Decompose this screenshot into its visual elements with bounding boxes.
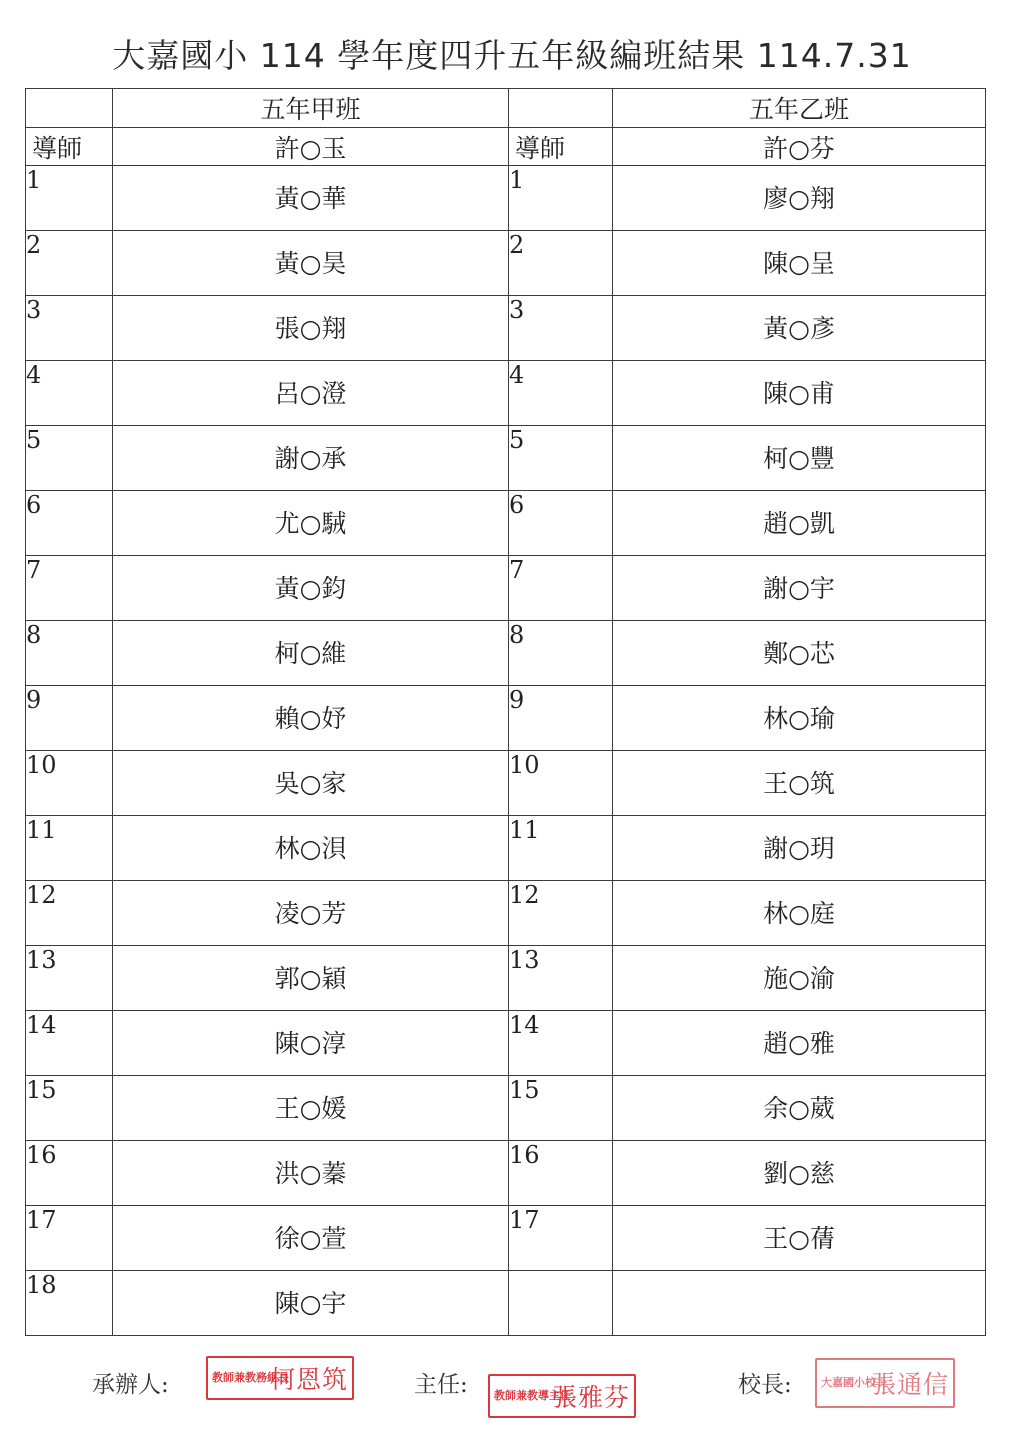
- student-name: 林○瑜: [763, 704, 835, 733]
- student-name: 王○蒨: [763, 1224, 835, 1253]
- student-name-cell: [113, 816, 509, 881]
- seat-number-cell: [509, 816, 613, 881]
- student-row: [26, 1141, 986, 1206]
- seat-number: 7: [509, 556, 525, 584]
- director-stamp-name: 張雅芬: [552, 1383, 631, 1412]
- student-name-cell: [113, 556, 509, 621]
- student-name: 謝○玥: [763, 834, 835, 863]
- student-name-cell: [613, 491, 986, 556]
- seat-number-cell: [26, 1141, 113, 1206]
- seat-number-cell: [509, 296, 613, 361]
- document-title: 大嘉國小 114 學年度四升五年級編班結果 114.7.31: [112, 36, 912, 75]
- student-name: 余○葳: [763, 1094, 835, 1123]
- seat-number-cell: [26, 1011, 113, 1076]
- seat-number: 6: [509, 491, 525, 519]
- seat-number: 8: [26, 621, 42, 649]
- seat-number: 1: [509, 166, 525, 194]
- principal-stamp-title: 大嘉國小校長: [821, 1376, 887, 1389]
- student-row: [26, 686, 986, 751]
- seat-number: 14: [509, 1011, 540, 1039]
- seat-number-cell: [509, 491, 613, 556]
- student-name-cell: [613, 1076, 986, 1141]
- director-label: 主任:: [414, 1372, 468, 1398]
- principal-label: 校長:: [738, 1372, 792, 1398]
- student-name-cell: [113, 751, 509, 816]
- seat-number: 9: [509, 686, 525, 714]
- seat-number: 18: [26, 1271, 57, 1299]
- student-name-cell: [113, 686, 509, 751]
- student-name: 劉○慈: [763, 1159, 835, 1188]
- seat-number: 8: [509, 621, 525, 649]
- seat-number: 6: [26, 491, 42, 519]
- seat-number-cell: [26, 621, 113, 686]
- principal-stamp-name: 張通信: [871, 1370, 950, 1399]
- student-name-cell: [613, 881, 986, 946]
- seat-number: 7: [26, 556, 42, 584]
- student-name: 凌○芳: [274, 899, 347, 928]
- seat-number-cell: [26, 231, 113, 296]
- student-name: 呂○澄: [274, 379, 347, 408]
- seat-number: 14: [26, 1011, 57, 1039]
- student-name: 吳○家: [274, 769, 347, 798]
- blank-cell: [509, 89, 613, 128]
- seat-number: 11: [509, 816, 540, 844]
- student-name-cell: [613, 426, 986, 491]
- student-name: 謝○宇: [763, 574, 835, 603]
- seat-number: 17: [509, 1206, 540, 1234]
- seat-number: 1: [26, 166, 42, 194]
- seat-number-cell: [26, 751, 113, 816]
- student-name: 徐○萱: [274, 1224, 347, 1253]
- seat-number-cell: [26, 296, 113, 361]
- class-a-name: 五年甲班: [113, 89, 509, 128]
- student-name: 洪○蓁: [274, 1159, 347, 1188]
- student-name: 郭○穎: [274, 964, 347, 993]
- seat-number-cell: [509, 946, 613, 1011]
- seat-number-cell: [509, 426, 613, 491]
- class-header-row: [26, 89, 986, 128]
- seat-number: 11: [26, 816, 57, 844]
- handler-label: 承辦人:: [92, 1372, 169, 1398]
- class-roster-table: [25, 88, 986, 1336]
- student-row: [26, 621, 986, 686]
- seat-number: 12: [509, 881, 540, 909]
- student-row: [26, 1011, 986, 1076]
- seat-number-cell: [509, 1076, 613, 1141]
- seat-number-cell: [509, 1011, 613, 1076]
- student-name: 林○浿: [274, 834, 347, 863]
- student-name: 黃○鈞: [274, 574, 347, 603]
- principal-stamp: [815, 1358, 955, 1408]
- seat-number: 4: [509, 361, 525, 389]
- seat-number: 2: [509, 231, 525, 259]
- student-name-cell: [613, 1271, 986, 1336]
- student-row: [26, 946, 986, 1011]
- seat-number: 10: [509, 751, 540, 779]
- seat-number-cell: [509, 881, 613, 946]
- student-row: [26, 556, 986, 621]
- seat-number-cell: [26, 426, 113, 491]
- class-b-name: 五年乙班: [613, 89, 986, 128]
- student-name-cell: [113, 426, 509, 491]
- seat-number-cell: [26, 166, 113, 231]
- seat-number-cell: [26, 556, 113, 621]
- student-name-cell: [113, 1141, 509, 1206]
- seat-number-cell: [509, 686, 613, 751]
- student-name-cell: [613, 1206, 986, 1271]
- seat-number: 3: [26, 296, 42, 324]
- student-name: 賴○妤: [274, 704, 347, 733]
- student-name-cell: [613, 751, 986, 816]
- student-name-cell: [613, 686, 986, 751]
- class-b-teacher: 許○芬: [613, 128, 986, 166]
- student-name: 陳○淳: [274, 1029, 347, 1058]
- student-row: [26, 296, 986, 361]
- seat-number: 5: [26, 426, 42, 454]
- student-name: 謝○承: [274, 444, 347, 473]
- class-a-teacher: 許○玉: [113, 128, 509, 166]
- seat-number: 15: [26, 1076, 57, 1104]
- student-row: [26, 491, 986, 556]
- student-name: 尤○駥: [274, 509, 347, 538]
- student-name: 黃○華: [274, 184, 347, 213]
- student-name-cell: [113, 1011, 509, 1076]
- student-name-cell: [613, 1141, 986, 1206]
- seat-number-cell: [509, 1141, 613, 1206]
- seat-number-cell: [509, 231, 613, 296]
- student-row: [26, 751, 986, 816]
- student-name-cell: [613, 361, 986, 426]
- student-name: 柯○維: [274, 639, 347, 668]
- seat-number-cell: [509, 166, 613, 231]
- seat-number: 15: [509, 1076, 540, 1104]
- seat-number-cell: [26, 1076, 113, 1141]
- seat-number-cell: [509, 751, 613, 816]
- student-name-cell: [613, 1011, 986, 1076]
- student-name: 黃○昊: [274, 249, 347, 278]
- student-name-cell: [113, 1076, 509, 1141]
- seat-number: 3: [509, 296, 525, 324]
- seat-number-cell: [509, 1271, 613, 1336]
- seat-number: 16: [26, 1141, 57, 1169]
- student-name: 張○翔: [274, 314, 347, 343]
- student-name-cell: [613, 621, 986, 686]
- student-row: [26, 361, 986, 426]
- student-name: 王○筑: [763, 769, 835, 798]
- seat-number: 12: [26, 881, 57, 909]
- student-name-cell: [613, 231, 986, 296]
- student-row: [26, 1271, 986, 1336]
- seat-number-cell: [26, 491, 113, 556]
- student-name: 趙○凱: [763, 509, 835, 538]
- seat-number: 13: [509, 946, 540, 974]
- student-name: 柯○豐: [763, 444, 835, 473]
- student-name-cell: [113, 946, 509, 1011]
- student-name-cell: [113, 166, 509, 231]
- student-row: [26, 1206, 986, 1271]
- seat-number: 16: [509, 1141, 540, 1169]
- student-name-cell: [113, 1271, 509, 1336]
- seat-number: 5: [509, 426, 525, 454]
- seat-number: 9: [26, 686, 42, 714]
- student-name: 鄭○芯: [763, 639, 835, 668]
- seat-number: 17: [26, 1206, 57, 1234]
- teacher-row: [26, 128, 986, 166]
- director-stamp: [488, 1374, 636, 1418]
- student-row: [26, 881, 986, 946]
- handler-stamp: [206, 1356, 354, 1400]
- student-row: [26, 426, 986, 491]
- student-row: [26, 1076, 986, 1141]
- student-row: [26, 166, 986, 231]
- student-name: 趙○雅: [763, 1029, 835, 1058]
- seat-number-cell: [509, 1206, 613, 1271]
- seat-number: 4: [26, 361, 42, 389]
- handler-stamp-name: 柯恩筑: [270, 1365, 349, 1394]
- seat-number-cell: [26, 946, 113, 1011]
- seat-number: 10: [26, 751, 57, 779]
- seat-number-cell: [509, 621, 613, 686]
- seat-number-cell: [26, 1271, 113, 1336]
- student-name-cell: [113, 881, 509, 946]
- student-name-cell: [613, 166, 986, 231]
- seat-number-cell: [26, 1206, 113, 1271]
- student-name-cell: [113, 491, 509, 556]
- seat-number: 13: [26, 946, 57, 974]
- seat-number-cell: [26, 881, 113, 946]
- student-name-cell: [113, 231, 509, 296]
- seat-number-cell: [26, 816, 113, 881]
- student-name: 林○庭: [763, 899, 835, 928]
- student-name: 王○媛: [274, 1094, 347, 1123]
- director-stamp-title: 教師兼教導主任: [494, 1389, 571, 1402]
- seat-number: 2: [26, 231, 42, 259]
- seat-number-cell: [26, 686, 113, 751]
- student-name-cell: [613, 816, 986, 881]
- student-row: [26, 816, 986, 881]
- seat-number-cell: [26, 361, 113, 426]
- signature-footer: [0, 1352, 1024, 1422]
- student-name: 黃○彥: [763, 314, 835, 343]
- teacher-label-b: 導師: [509, 128, 613, 166]
- student-name-cell: [613, 946, 986, 1011]
- handler-stamp-title: 教師兼教務組長: [212, 1371, 289, 1384]
- student-name-cell: [613, 556, 986, 621]
- student-name-cell: [113, 361, 509, 426]
- student-name: 施○渝: [763, 964, 835, 993]
- student-name: 陳○宇: [274, 1289, 347, 1318]
- student-name: 陳○呈: [763, 249, 835, 278]
- student-name-cell: [113, 1206, 509, 1271]
- student-name-cell: [113, 621, 509, 686]
- seat-number-cell: [509, 556, 613, 621]
- teacher-label-a: 導師: [26, 128, 113, 166]
- student-row: [26, 231, 986, 296]
- student-name: 陳○甫: [763, 379, 835, 408]
- student-name: 廖○翔: [763, 184, 835, 213]
- seat-number-cell: [509, 361, 613, 426]
- blank-cell: [26, 89, 113, 128]
- student-name-cell: [113, 296, 509, 361]
- student-name-cell: [613, 296, 986, 361]
